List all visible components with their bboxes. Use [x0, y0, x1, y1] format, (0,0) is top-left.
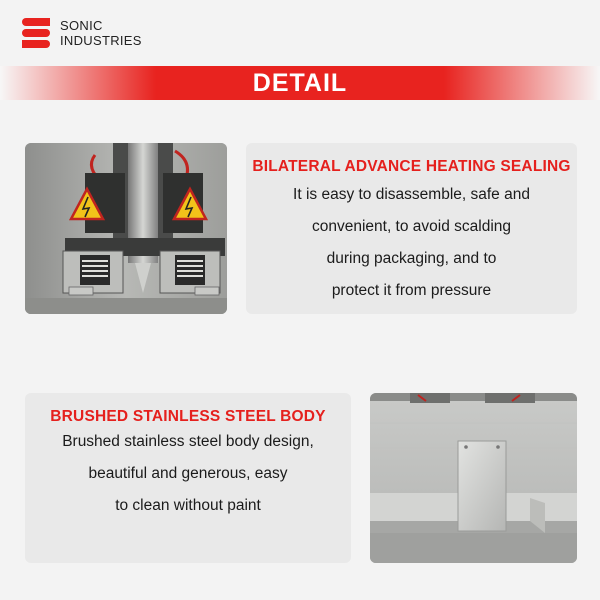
stainless-steel-card	[25, 393, 351, 563]
stainless-steel-description	[25, 426, 351, 522]
stainless-steel-body-photo	[370, 393, 577, 563]
banner-title: DETAIL	[252, 69, 348, 97]
description-line: It is easy to disassemble, safe and	[293, 186, 530, 203]
heating-sealing-card	[246, 143, 577, 314]
brand-name-line2: INDUSTRIES	[60, 33, 142, 48]
description-line: beautiful and generous, easy	[88, 465, 288, 482]
description-line: protect it from pressure	[331, 282, 492, 299]
stainless-steel-title: BRUSHED STAINLESS STEEL BODY	[50, 408, 326, 425]
brand-name	[60, 18, 142, 48]
detail-banner	[0, 66, 600, 100]
description-line: convenient, to avoid scalding	[311, 218, 512, 235]
description-line: Brushed stainless steel body design,	[62, 433, 314, 450]
brand-logo	[22, 18, 142, 48]
description-line: during packaging, and to	[326, 250, 497, 267]
description-line: to clean without paint	[115, 497, 261, 514]
brand-name-line1: SONIC	[60, 18, 103, 33]
heating-sealing-description	[246, 179, 577, 307]
heating-sealer-photo	[25, 143, 227, 314]
heating-sealing-title: BILATERAL ADVANCE HEATING SEALING	[252, 158, 571, 175]
sonic-logo-icon	[22, 18, 50, 48]
